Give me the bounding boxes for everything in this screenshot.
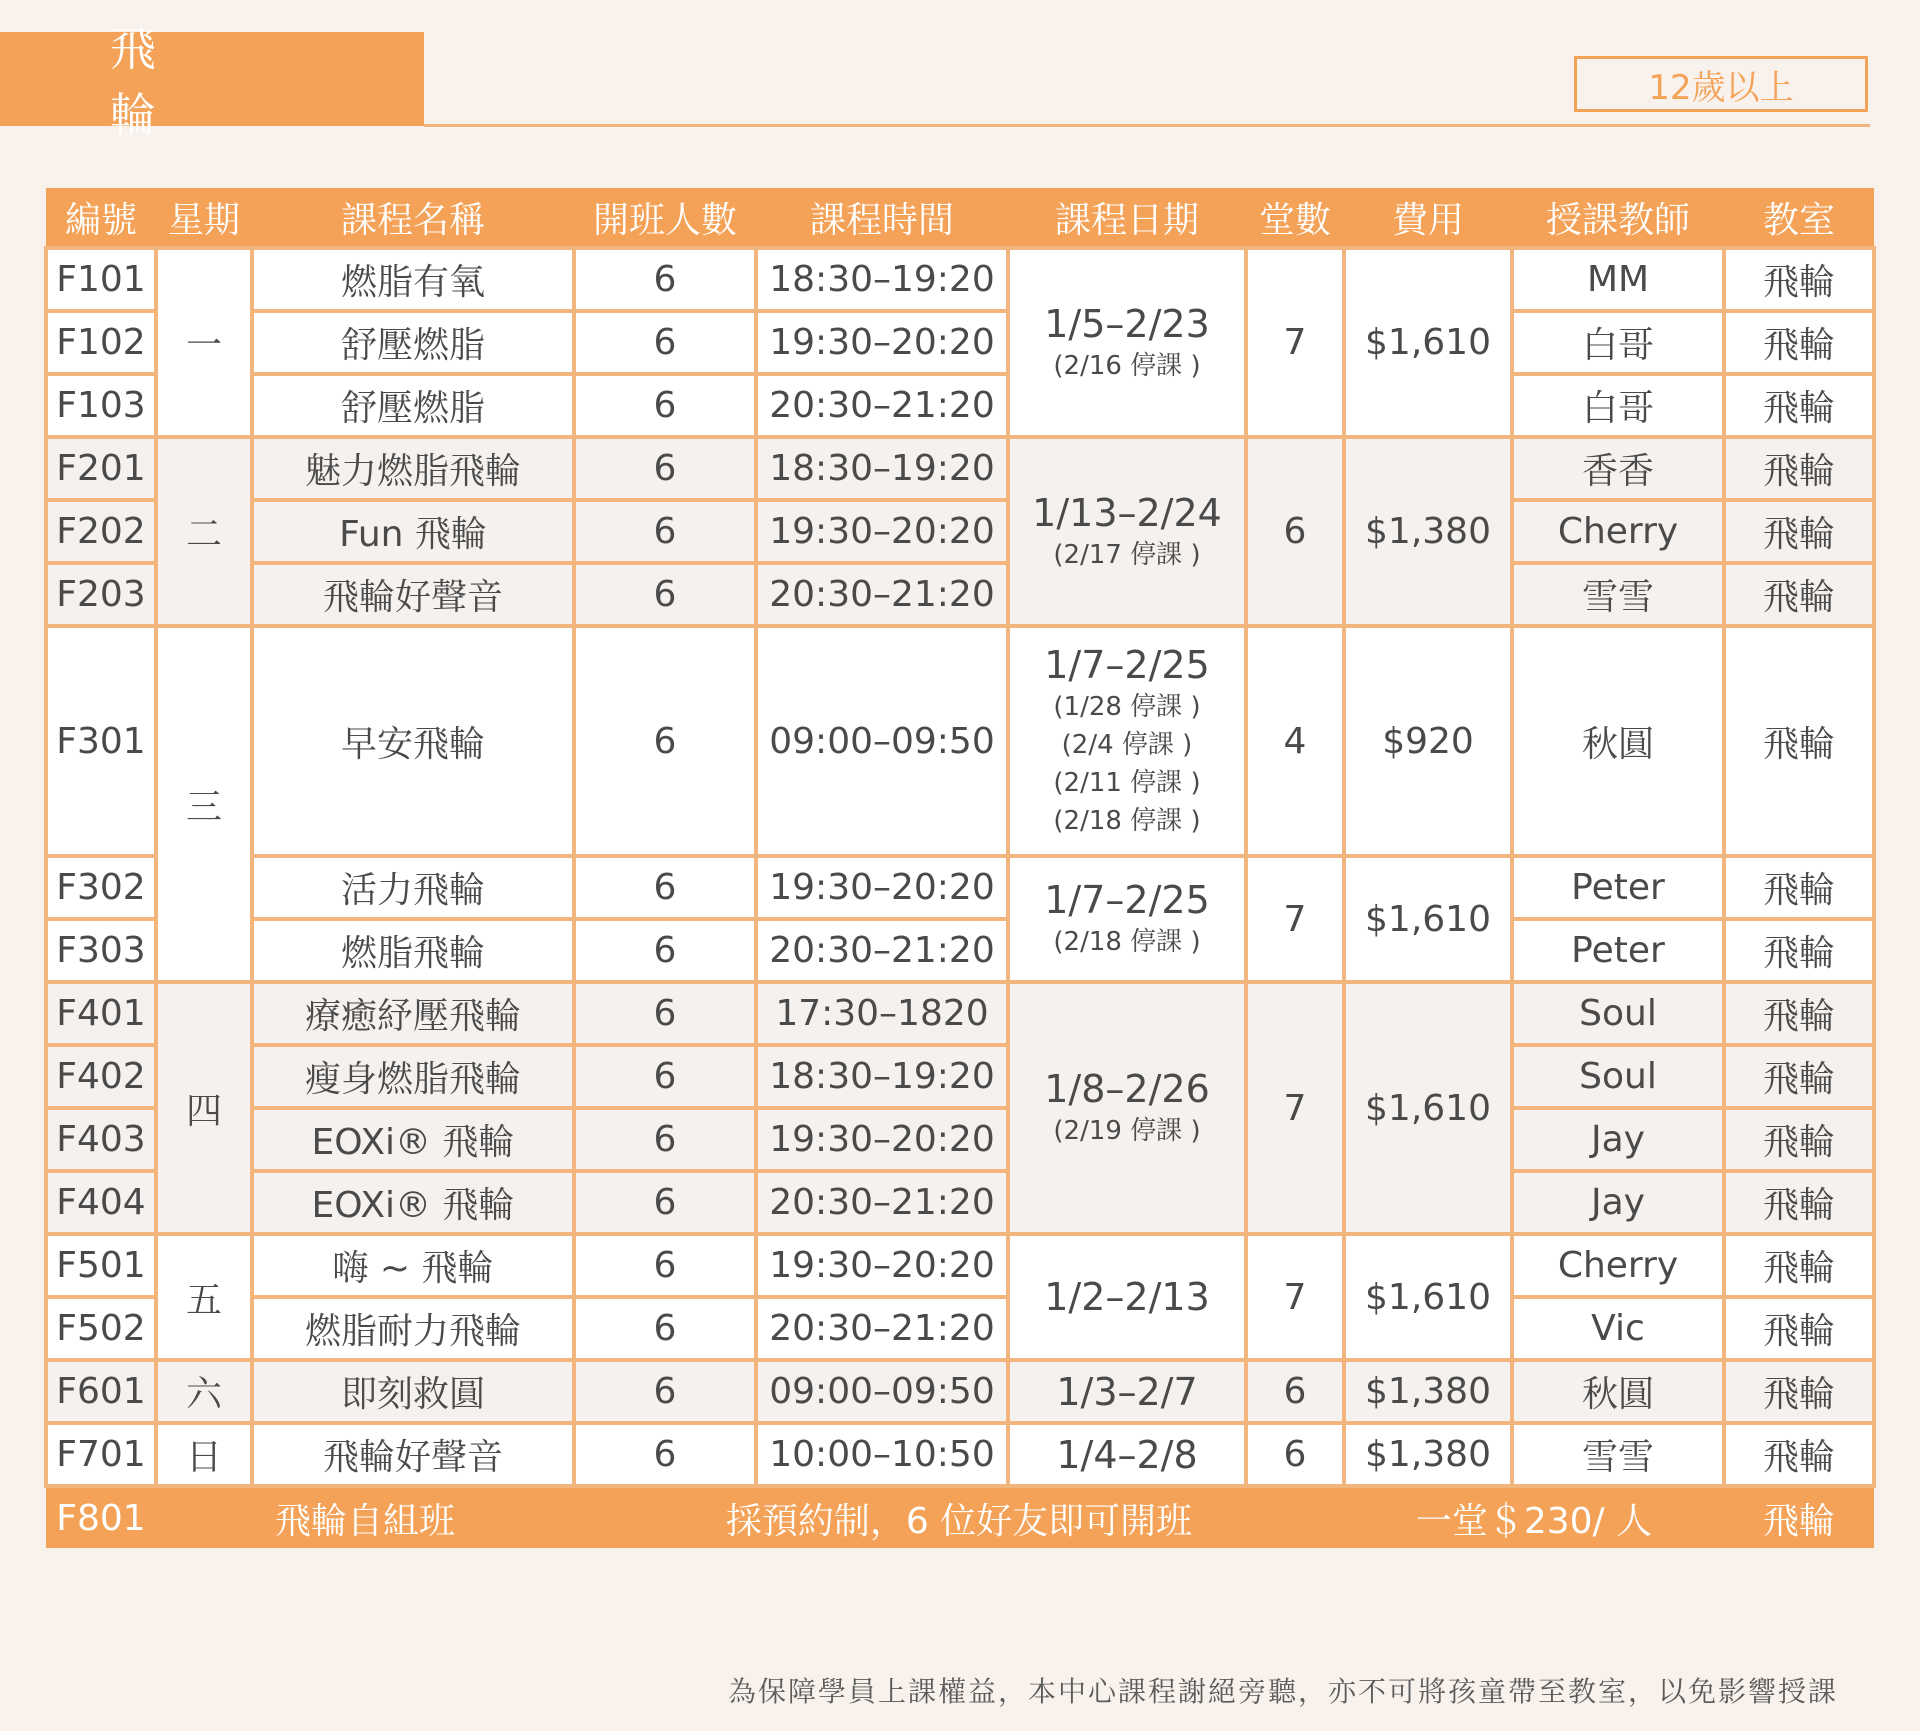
course-fee: $1,610 (1344, 982, 1512, 1234)
page-title: 飛 輪 (0, 32, 424, 126)
custom-class-note: 採預約制，6 位好友即可開班 (574, 1486, 1344, 1548)
instructor: Jay (1512, 1108, 1724, 1171)
course-code: F404 (46, 1171, 156, 1234)
weekday-cell: 一 (156, 248, 252, 437)
course-name: 舒壓燃脂 (252, 374, 574, 437)
header-fee: 費用 (1344, 188, 1512, 248)
course-time: 19:30–20:20 (756, 856, 1008, 919)
instructor: Peter (1512, 919, 1724, 982)
session-count: 6 (1246, 437, 1344, 626)
course-name: EOXi® 飛輪 (252, 1108, 574, 1171)
course-code: F502 (46, 1297, 156, 1360)
classroom: 飛輪 (1724, 248, 1874, 311)
header-min-size: 開班人數 (574, 188, 756, 248)
instructor: Jay (1512, 1171, 1724, 1234)
class-size: 6 (574, 311, 756, 374)
course-time: 19:30–20:20 (756, 311, 1008, 374)
table-row (46, 1360, 1874, 1423)
course-time: 19:30–20:20 (756, 500, 1008, 563)
course-time: 18:30–19:20 (756, 1045, 1008, 1108)
date-note: (1/28 停課 ) (1053, 692, 1201, 722)
instructor: 香香 (1512, 437, 1724, 500)
classroom: 飛輪 (1724, 311, 1874, 374)
table-row (46, 1423, 1874, 1486)
header-time: 課程時間 (756, 188, 1008, 248)
instructor: 秋圓 (1512, 1360, 1724, 1423)
classroom: 飛輪 (1724, 856, 1874, 919)
course-code: F203 (46, 563, 156, 626)
course-fee: $1,380 (1344, 437, 1512, 626)
course-dates (1008, 1360, 1246, 1423)
course-code: F401 (46, 982, 156, 1045)
course-dates (1008, 1234, 1246, 1360)
date-note: (2/18 停課 ) (1053, 927, 1201, 957)
session-count: 6 (1246, 1423, 1344, 1486)
classroom: 飛輪 (1724, 919, 1874, 982)
table-row (46, 311, 1874, 374)
course-fee: $1,380 (1344, 1423, 1512, 1486)
date-range: 1/5–2/23 (1044, 301, 1210, 346)
course-code: F601 (46, 1360, 156, 1423)
classroom: 飛輪 (1724, 1423, 1874, 1486)
class-size: 6 (574, 626, 756, 856)
date-range: 1/8–2/26 (1044, 1067, 1210, 1111)
date-range: 1/2–2/13 (1044, 1275, 1210, 1319)
class-size: 6 (574, 1423, 756, 1486)
date-range: 1/13–2/24 (1032, 490, 1222, 535)
date-range: 1/3–2/7 (1056, 1369, 1198, 1414)
course-dates (1008, 248, 1246, 437)
header-weekday: 星期 (156, 188, 252, 248)
course-name: 瘦身燃脂飛輪 (252, 1045, 574, 1108)
classroom: 飛輪 (1724, 626, 1874, 856)
course-name: 即刻救圓 (252, 1360, 574, 1423)
course-time: 09:00–09:50 (756, 1360, 1008, 1423)
course-code: F202 (46, 500, 156, 563)
course-dates (1008, 626, 1246, 856)
class-size: 6 (574, 1171, 756, 1234)
course-name: EOXi® 飛輪 (252, 1171, 574, 1234)
course-dates (1008, 1423, 1246, 1486)
course-name: 早安飛輪 (252, 626, 574, 856)
instructor: Soul (1512, 982, 1724, 1045)
table-row (46, 248, 1874, 311)
weekday-cell: 日 (156, 1423, 252, 1486)
course-code: F103 (46, 374, 156, 437)
course-time: 18:30–19:20 (756, 248, 1008, 311)
classroom: 飛輪 (1724, 1171, 1874, 1234)
course-code: F303 (46, 919, 156, 982)
course-time: 20:30–21:20 (756, 1297, 1008, 1360)
session-count: 4 (1246, 626, 1344, 856)
classroom: 飛輪 (1724, 1045, 1874, 1108)
instructor: Peter (1512, 856, 1724, 919)
date-range: 1/7–2/25 (1044, 878, 1210, 922)
age-badge: 12歲以上 (1574, 56, 1868, 112)
course-name: 飛輪好聲音 (252, 563, 574, 626)
instructor: 雪雪 (1512, 1423, 1724, 1486)
table-row (46, 919, 1874, 982)
instructor: Cherry (1512, 1234, 1724, 1297)
date-note: (2/11 停課 ) (1053, 768, 1201, 798)
date-note: (2/18 停課 ) (1053, 806, 1201, 836)
classroom: 飛輪 (1724, 500, 1874, 563)
course-time: 20:30–21:20 (756, 919, 1008, 982)
course-fee: $1,380 (1344, 1360, 1512, 1423)
class-size: 6 (574, 248, 756, 311)
course-name: 療癒紓壓飛輪 (252, 982, 574, 1045)
classroom: 飛輪 (1724, 1234, 1874, 1297)
header-instructor: 授課教師 (1512, 188, 1724, 248)
date-note: (2/19 停課 ) (1053, 1116, 1201, 1146)
session-count: 7 (1246, 982, 1344, 1234)
date-range: 1/4–2/8 (1056, 1432, 1198, 1477)
table-row (46, 1234, 1874, 1297)
course-code: F101 (46, 248, 156, 311)
instructor: 秋圓 (1512, 626, 1724, 856)
course-fee: $1,610 (1344, 856, 1512, 982)
class-size: 6 (574, 1360, 756, 1423)
schedule-table (44, 188, 1876, 1548)
classroom: 飛輪 (1724, 374, 1874, 437)
header-room: 教室 (1724, 188, 1874, 248)
instructor: MM (1512, 248, 1724, 311)
course-time: 20:30–21:20 (756, 374, 1008, 437)
class-size: 6 (574, 982, 756, 1045)
course-name: 燃脂耐力飛輪 (252, 1297, 574, 1360)
course-time: 09:00–09:50 (756, 626, 1008, 856)
course-code: F403 (46, 1108, 156, 1171)
table-row (46, 1171, 1874, 1234)
course-time: 10:00–10:50 (756, 1423, 1008, 1486)
course-dates (1008, 437, 1246, 626)
custom-class-room: 飛輪 (1724, 1486, 1874, 1548)
course-dates (1008, 982, 1246, 1234)
course-code: F402 (46, 1045, 156, 1108)
classroom: 飛輪 (1724, 1297, 1874, 1360)
session-count: 7 (1246, 248, 1344, 437)
course-name: Fun 飛輪 (252, 500, 574, 563)
course-time: 17:30–1820 (756, 982, 1008, 1045)
class-size: 6 (574, 1234, 756, 1297)
instructor: 白哥 (1512, 311, 1724, 374)
course-code: F701 (46, 1423, 156, 1486)
course-name: 燃脂有氧 (252, 248, 574, 311)
course-dates (1008, 856, 1246, 982)
class-size: 6 (574, 374, 756, 437)
custom-class-price: 一堂＄230/ 人 (1344, 1486, 1724, 1548)
class-size: 6 (574, 563, 756, 626)
course-fee: $920 (1344, 626, 1512, 856)
course-time: 18:30–19:20 (756, 437, 1008, 500)
session-count: 6 (1246, 1360, 1344, 1423)
course-name: 魅力燃脂飛輪 (252, 437, 574, 500)
header-sessions: 堂數 (1246, 188, 1344, 248)
weekday-cell: 五 (156, 1234, 252, 1360)
course-code: F301 (46, 626, 156, 856)
instructor: 白哥 (1512, 374, 1724, 437)
course-name: 舒壓燃脂 (252, 311, 574, 374)
custom-class-code: F801 (46, 1486, 156, 1548)
table-row (46, 1297, 1874, 1360)
course-code: F201 (46, 437, 156, 500)
course-code: F302 (46, 856, 156, 919)
classroom: 飛輪 (1724, 437, 1874, 500)
table-row (46, 856, 1874, 919)
weekday-cell: 四 (156, 982, 252, 1234)
class-size: 6 (574, 1297, 756, 1360)
weekday-cell: 二 (156, 437, 252, 626)
course-fee: $1,610 (1344, 248, 1512, 437)
course-name: 嗨 ~ 飛輪 (252, 1234, 574, 1297)
course-name: 飛輪好聲音 (252, 1423, 574, 1486)
title-divider (424, 124, 1870, 127)
session-count: 7 (1246, 1234, 1344, 1360)
date-note: (2/17 停課 ) (1053, 539, 1201, 570)
course-time: 20:30–21:20 (756, 563, 1008, 626)
class-size: 6 (574, 919, 756, 982)
table-row (46, 982, 1874, 1045)
instructor: Cherry (1512, 500, 1724, 563)
weekday-cell: 三 (156, 626, 252, 982)
date-range: 1/7–2/25 (1044, 643, 1210, 687)
table-header-row (46, 188, 1874, 248)
course-time: 20:30–21:20 (756, 1171, 1008, 1234)
class-size: 6 (574, 856, 756, 919)
header-course-name: 課程名稱 (252, 188, 574, 248)
table-row (46, 500, 1874, 563)
class-size: 6 (574, 1045, 756, 1108)
course-code: F102 (46, 311, 156, 374)
custom-class-row (46, 1486, 1874, 1548)
table-row (46, 1045, 1874, 1108)
header-dates: 課程日期 (1008, 188, 1246, 248)
course-fee: $1,610 (1344, 1234, 1512, 1360)
instructor: Vic (1512, 1297, 1724, 1360)
disclaimer-note: 為保障學員上課權益，本中心課程謝絕旁聽，亦不可將孩童帶至教室，以免影響授課 (727, 1675, 1838, 1708)
session-count: 7 (1246, 856, 1344, 982)
classroom: 飛輪 (1724, 1360, 1874, 1423)
table-row (46, 374, 1874, 437)
header-code: 編號 (46, 188, 156, 248)
course-name: 活力飛輪 (252, 856, 574, 919)
date-note: (2/16 停課 ) (1053, 350, 1201, 381)
custom-class-name: 飛輪自組班 (156, 1486, 574, 1548)
table-row (46, 626, 1874, 856)
class-size: 6 (574, 1108, 756, 1171)
course-code: F501 (46, 1234, 156, 1297)
table-row (46, 563, 1874, 626)
weekday-cell: 六 (156, 1360, 252, 1423)
instructor: Soul (1512, 1045, 1724, 1108)
course-time: 19:30–20:20 (756, 1108, 1008, 1171)
course-time: 19:30–20:20 (756, 1234, 1008, 1297)
table-row (46, 437, 1874, 500)
class-size: 6 (574, 500, 756, 563)
course-name: 燃脂飛輪 (252, 919, 574, 982)
instructor: 雪雪 (1512, 563, 1724, 626)
date-note: (2/4 停課 ) (1061, 730, 1193, 760)
classroom: 飛輪 (1724, 982, 1874, 1045)
classroom: 飛輪 (1724, 1108, 1874, 1171)
class-size: 6 (574, 437, 756, 500)
classroom: 飛輪 (1724, 563, 1874, 626)
table-row (46, 1108, 1874, 1171)
